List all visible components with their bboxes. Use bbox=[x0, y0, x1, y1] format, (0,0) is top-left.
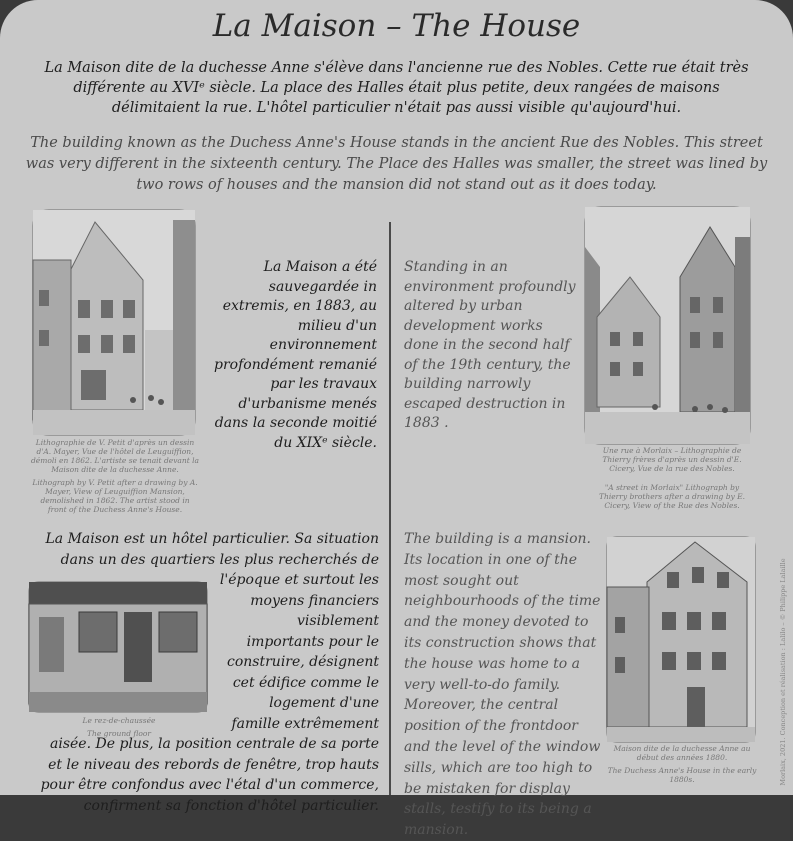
page-title: La Maison – The House bbox=[212, 8, 581, 44]
caption-bottom-right-en: The Duchess Anne's House in the early 1880s. bbox=[607, 766, 757, 784]
photo-house-1880s bbox=[607, 537, 755, 742]
text-bottom-right-en: The building is a mansion. Its location in one of the most sought out neighbourhoods of the time and the money devoted to its construction shows that the house was home to a very well-to-do family. Moreover, the central position of the frontdoor and the level of the window sills, which are too high to be mistaken for display stalls, testify to its being a mansion. bbox=[404, 531, 601, 839]
lithograph-leuguiffion bbox=[33, 210, 195, 435]
credits-text: Morlaix, 2021. Conception et réalisation : Lalilo – © Philippe Lalaille bbox=[779, 558, 787, 786]
caption-bottom-left-fr: Le rez-de-chaussée bbox=[82, 716, 156, 725]
center-divider bbox=[389, 222, 391, 795]
lithograph-rue-des-nobles bbox=[585, 207, 750, 444]
caption-top-right-en: "A street in Morlaix" Lithograph by Thierry brothers after a drawing by E. Cicery, View of the Rue des Nobles. bbox=[599, 483, 745, 510]
caption-top-left-en: Lithograph by V. Petit after a drawing by A. Mayer, View of Leuguiffion Mansion, demolished in 1862. The artist stood in front of the Duchess Anne's House. bbox=[32, 478, 198, 514]
intro-french: La Maison dite de la duchesse Anne s'élève dans l'ancienne rue des Nobles. Cette rue était très différente au XVIᵉ siècle. La place des Halles était plus petite, deux rangées de maisons délimitaient la rue. L'hôtel particulier n'était pas aussi visible qu'aujourd'hui. bbox=[44, 60, 749, 116]
caption-bottom-right-fr: Maison dite de la duchesse Anne au début des années 1880. bbox=[613, 744, 751, 762]
credits-vertical bbox=[776, 560, 790, 790]
text-top-right-en: Standing in an environment profoundly altered by urban development works done in the second half of the 19th century, the building narrowly escaped destruction in 1883 . bbox=[404, 259, 576, 431]
caption-top-right-fr: Une rue à Morlaix – Lithographie de Thierry frères d'après un dessin d'E. Cicery, Vue de la rue des Nobles. bbox=[602, 446, 742, 473]
caption-top-left-fr: Lithographie de V. Petit d'après un dessin d'A. Mayer, Vue de l'hôtel de Leuguiffion, démoli en 1862. L'artiste se tenait devant la Maison dite de la duchesse Anne. bbox=[30, 438, 200, 474]
caption-bottom-left-en: The ground floor bbox=[86, 729, 152, 738]
text-bottom-left-fr: La Maison est un hôtel particulier. Sa situation dans un des quartiers les plus recherchés de l'époque et surtout les moyens financiers visiblement importants pour le construire, désignent cet édifice comme le logement d'une famille extrêmement aisée. De plus, la position centrale de sa porte et le niveau des rebords de fenêtre, trop hauts pour être confondus avec l'étal d'un commerce, confirment sa fonction d'hôtel particulier. bbox=[35, 529, 379, 816]
intro-english: The building known as the Duchess Anne's House stands in the ancient Rue des Nobles. This street was very different in the sixteenth century. The Place des Halles was smaller, the street was lined by two rows of houses and the mansion did not stand out as it does today. bbox=[25, 135, 768, 193]
text-top-left-fr: La Maison a été sauvegardée in extremis, en 1883, au milieu d'un environnement profondément remanié par les travaux d'urbanisme menés dans la seconde moitié du XIXᵉ siècle. bbox=[214, 259, 377, 451]
